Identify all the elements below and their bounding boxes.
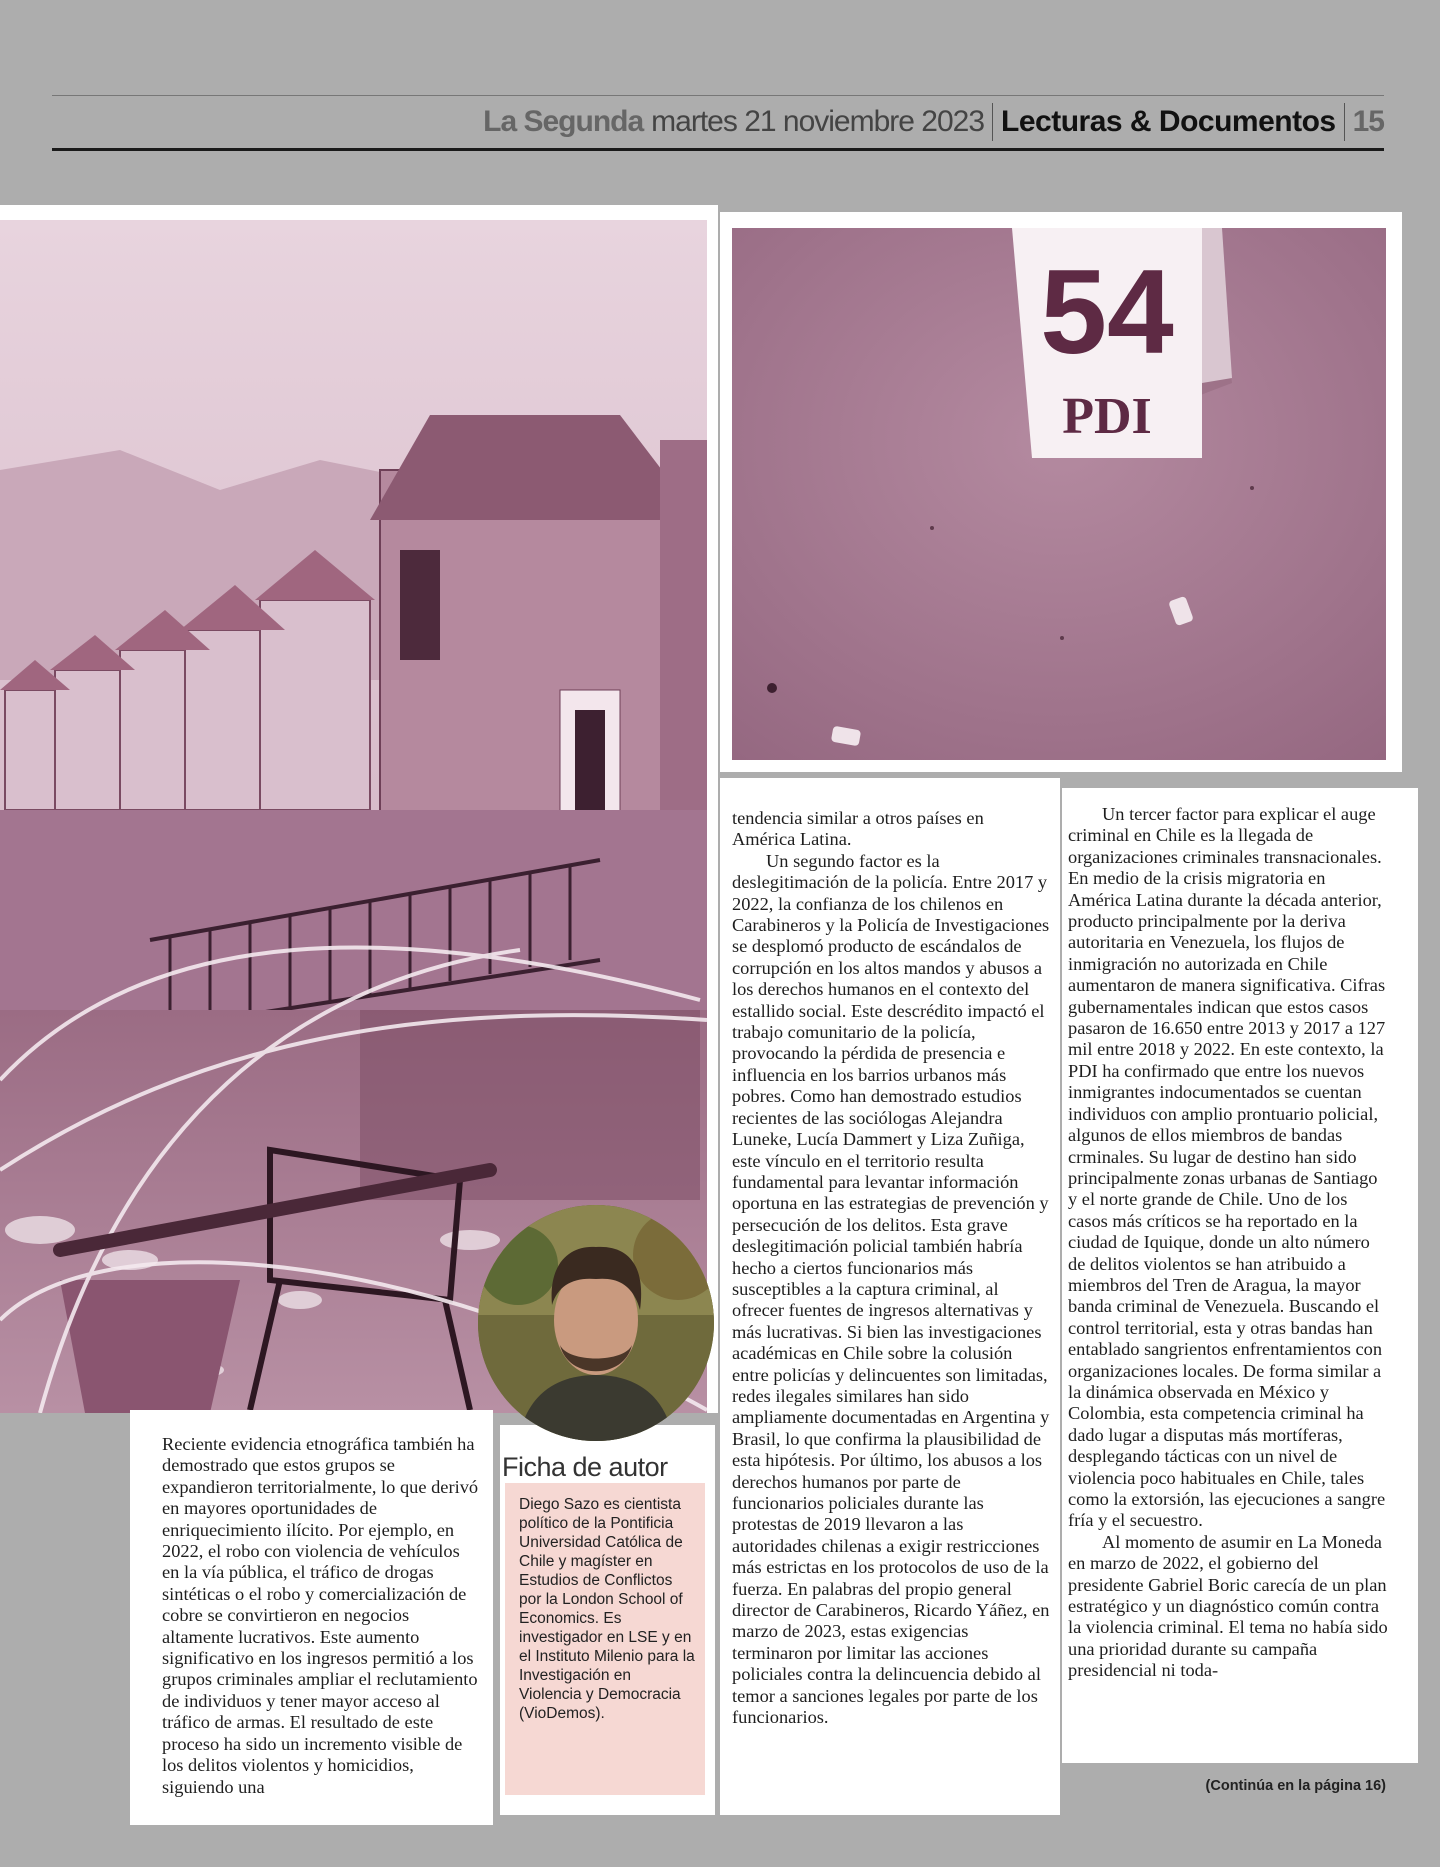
article-paragraph: tendencia similar a otros países en América Latina. xyxy=(732,808,984,850)
author-card-title: Ficha de autor xyxy=(502,1452,702,1488)
article-paragraph: Reciente evidencia etnográfica también ha demostrado que estos grupos se expandieron territorialmente, lo que derivó en mayores oportunidades de enriquecimiento ilícito. Por ejemplo, en 2022, el robo con violencia de vehículos en la vía pública, el tráfico de drogas sintéticas o el robo y comercialización de cobre se convirtieron en negocios altamente lucrativos. Este aumento significativo en los ingresos permitió a los grupos criminales ampliar el reclutamiento de individuos y tener mayor acceso al tráfico de armas. El resultado de este proceso ha sido un incremento visible de los delitos violentos y homicidios, siguiendo una xyxy=(162,1434,479,1797)
article-column-3 xyxy=(1062,788,1418,1763)
header-bottom-rule xyxy=(52,148,1384,151)
author-bio: Diego Sazo es cientista político de la Pontificia Universidad Católica de Chile y magíster en Estudios de Conflictos por la London School of Economics. Es investigador en LSE y en el Instituto Milenio para la Investigación en Violencia y Democracia (VioDemos). xyxy=(505,1483,705,1795)
header-separator xyxy=(1344,103,1345,141)
article-paragraph: Un segundo factor es la deslegitimación de la policía. Entre 2017 y 2022, la confianza de los chilenos en Carabineros y la Policía de Investigaciones se desplomó producto de escándalos de corrupción en los altos mandos y abusos a los derechos humanos en el contexto del estallido social. Este descrédito impactó el trabajo comunitario de la policía, provocando la pérdida de presencia e influencia en los barrios urbanos más pobres. Como han demostrado estudios recientes de las sociólogas Alejandra Luneke, Lucía Dammert y Liza Zuñiga, este vínculo en el territorio resulta fundamental para levantar información oportuna en las estrategias de prevención y persecución de los delitos. Esta grave deslegitimación policial también habría hecho a ciertos funcionarios más susceptibles a la captura criminal, al ofrecer fuentes de ingresos alternativas y más lucrativas. Si bien las investigaciones académicas en Chile sobre la colusión entre policías y delincuentes son limitadas, redes ilegales similares han sido ampliamente documentadas en Argentina y Brasil, lo que confirma la plausibilidad de esta hipótesis. Por último, los abusos a los derechos humanos por parte de funcionarios policiales durante las protestas de 2019 llevaron a las autoridades chilenas a exigir restricciones más estrictas en los protocolos de uso de la fuerza. En palabras del propio general director de Carabineros, Ricardo Yáñez, en marzo de 2023, estas exigencias terminaron por limitar las acciones policiales contra la delincuencia debido al temor a sanciones legales por parte de los funcionarios. xyxy=(732,850,1050,1728)
article-column-2 xyxy=(720,778,1060,1815)
publication-date: martes 21 noviembre 2023 xyxy=(651,105,985,138)
continuation-note: (Continúa en la página 16) xyxy=(1205,1778,1386,1794)
publication-name: La Segunda xyxy=(483,105,644,138)
evidence-photo xyxy=(732,228,1386,760)
page-header xyxy=(52,100,1384,144)
author-avatar xyxy=(478,1205,714,1441)
article-paragraph: Un tercer factor para explicar el auge criminal en Chile es la llegada de organizaciones criminales transnacionales. En medio de la crisis migratoria en América Latina durante la década anterior, producto principalmente por la deriva autoritaria en Venezuela, los flujos de inmigración no autorizada en Chile aumentaron de manera significativa. Cifras gubernamentales indican que estos casos pasaron de 16.650 entre 2013 y 2017 a 127 mil entre 2018 y 2022. En este contexto, la PDI ha confirmado que entre los nuevos inmigrantes indocumentados se cuentan individuos con amplio prontuario policial, algunos de ellos miembros de bandas crminales. Su lugar de destino han sido principalmente zonas urbanas de Santiago y el norte grande de Chile. Uno de los casos más críticos se ha reportado en la ciudad de Iquique, donde un alto número de delitos violentos se han atribuido a miembros del Tren de Aragua, la mayor banda criminal de Venezuela. Buscando el control territorial, esta y otras bandas han entablado sangrientos enfrentamientos con organizaciones locales. De forma similar a la dinámica observada en México y Colombia, esta competencia criminal ha dado lugar a disputas más mortíferas, desplegando tácticas con un nivel de violencia poco habituales en Chile, tales como la extorsión, las ejecuciones a sangre fría y el secuestro. xyxy=(1068,804,1386,1531)
page-number: 15 xyxy=(1352,105,1384,138)
evidence-marker-number: 54 xyxy=(1040,245,1174,379)
header-top-rule xyxy=(52,95,1384,96)
article-paragraph: Al momento de asumir en La Moneda en marzo de 2022, el gobierno del presidente Gabriel Boric carecía de un plan estratégico y un diagnóstico común contra la violencia criminal. El tema no había sido una prioridad durante su campaña presidencial ni toda- xyxy=(1068,1531,1388,1681)
evidence-marker-label: PDI xyxy=(1062,388,1152,445)
header-separator xyxy=(992,103,993,141)
evidence-photo-frame xyxy=(720,212,1402,772)
article-column-1 xyxy=(130,1410,493,1825)
section-name: Lecturas & Documentos xyxy=(1001,105,1336,138)
